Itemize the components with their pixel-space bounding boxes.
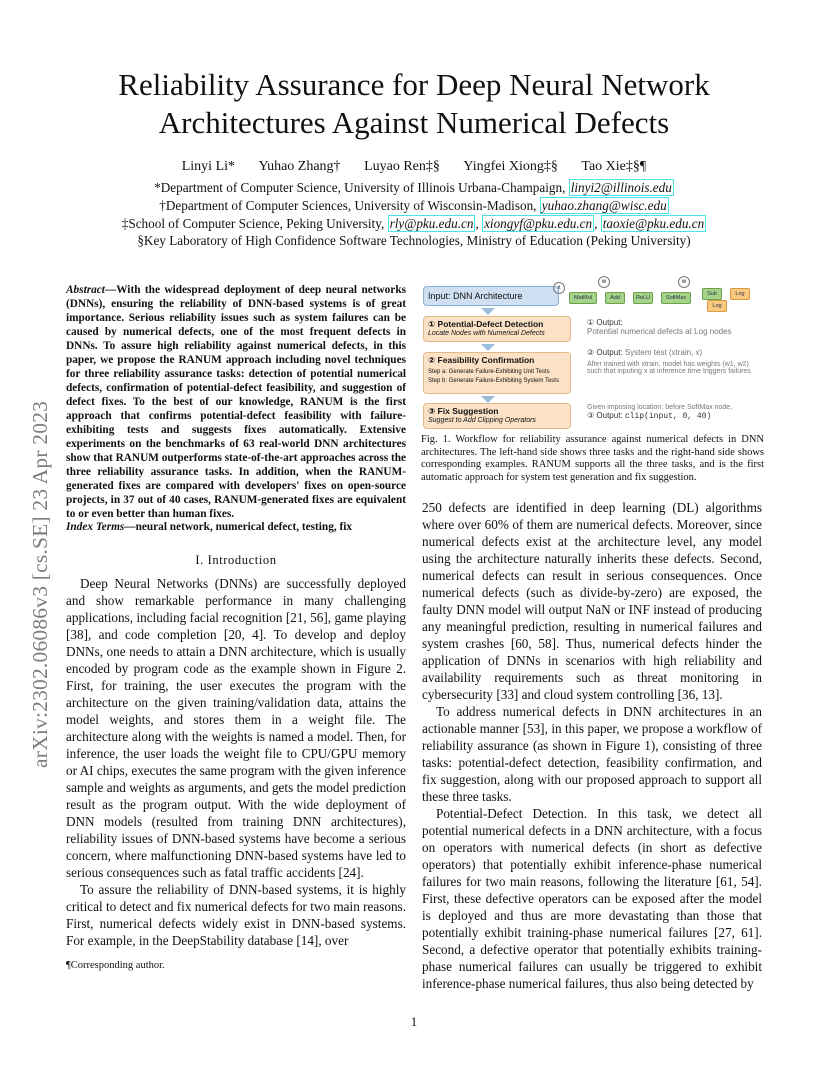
section-heading: I. Introduction — [195, 553, 277, 567]
arxiv-identifier[interactable]: arXiv:2302.06086v3 [cs.SE] 23 Apr 2023 — [28, 400, 52, 768]
step-feasibility-confirmation — [423, 352, 571, 394]
output-detail: Given imposing location: before SoftMax node, — [587, 404, 733, 411]
index-terms — [66, 520, 406, 534]
email-link[interactable]: yuhao.zhang@wisc.edu — [541, 198, 667, 213]
graph-node: MatMul — [569, 292, 597, 304]
index-terms-heading: Index Terms — [66, 521, 125, 533]
abstract — [66, 283, 406, 521]
output-detail: After trained with xtrain, model has weights (w1, w2) such that inputing x at inference time triggers failures — [587, 361, 751, 375]
output-label: ① Output: — [587, 318, 623, 327]
step-title: ② Feasibility Confirmation — [428, 355, 535, 365]
paragraph: To address numerical defects in DNN architectures in an actionable manner [53], in this paper, we propose a workflow of reliability assurance (as shown in Figure 1), consisting of three tasks: potential-defect detection, feasibility confirmation, and fix suggestion, along with our proposed approach to support all these three tasks. — [422, 704, 762, 804]
output-text: Potential numerical defects at Log nodes — [587, 327, 732, 336]
output-2 — [587, 348, 762, 375]
affiliation — [40, 198, 788, 214]
graph-node: Sub — [702, 288, 722, 300]
affiliation-text: *Department of Computer Science, University of Illinois Urbana-Champaign, — [154, 180, 569, 195]
footnote: ¶Corresponding author. — [66, 960, 165, 971]
figure-input-box — [423, 286, 559, 306]
graph-node-defect: Log — [707, 300, 727, 312]
author: Tao Xie‡§¶ — [581, 159, 647, 174]
output-1 — [587, 318, 762, 336]
paragraph: 250 defects are identified in deep learning (DL) algorithms where over 60% of them are numerical defects. Moreover, since numerical defects exist at the architecture level, any model using the architecture naturally inherits these defects. Second, numerical defects can result in serious consequences. Once numerical defects (such as divide-by-zero) are exposed, the faulty DNN model will output NaN or INF instead of producing any meaningful prediction, resulting in numerical failures and system crashes [60, 58]. Thus, numerical defects hinder the application of DNNs in scenarios with high reliability and availability requirements such as threat monitoring in cybersecurity [33] and cloud system controlling [36, 13]. — [422, 500, 762, 702]
output-code: clip(input, 0, 40) — [624, 412, 712, 421]
author: Yuhao Zhang† — [258, 159, 341, 174]
step-detail: Step a: Generate Failure-Exhibiting Unit Tests — [428, 369, 550, 375]
page-number: 1 — [410, 1014, 418, 1029]
graph-node-defect: Log — [730, 288, 750, 300]
down-arrow-icon — [481, 344, 495, 351]
step-potential-defect-detection — [423, 316, 571, 342]
marker-icon: x — [553, 282, 565, 294]
figure-input-label: Input — [428, 291, 449, 301]
right-column-body — [422, 499, 762, 992]
weight-marker-icon: w — [598, 276, 610, 288]
abstract-text: —With the widespread deployment of deep neural networks (DNNs), ensuring the reliability of DNN-based systems is of great importance. Serious reliability issues such as system failures can be caused by numerical defects, one of the most frequent defects in DNNs. To assure high reliability against numerical defects, in this paper, we propose the RANUM approach including novel techniques for three reliability assurance tasks: detection of potential numerical defects, confirmation of potential-defect feasibility, and suggestion of defect fixes. To the best of our knowledge, RANUM is the first approach that confirms potential-defect feasibility with failure-exhibiting tests and suggests fixes automatically. Extensive experiments on the benchmarks of 63 real-world DNN architectures show that RANUM outperforms state-of-the-art approaches across the three reliability assurance tasks. In addition, when the RANUM-generated fixes are compared with developers' fixes on open-source projects, in 37 out of 40 cases, RANUM-generated fixes are equivalent to or even better than human fixes. — [66, 284, 407, 520]
author: Linyi Li* — [181, 159, 236, 174]
email-link[interactable]: xiongyf@pku.edu.cn — [484, 216, 593, 231]
author-list — [40, 159, 788, 175]
paper-title: Reliability Assurance for Deep Neural Network Architectures Against Numerical Defects — [118, 67, 710, 140]
index-terms-text: —neural network, numerical defect, testing, fix — [124, 521, 353, 533]
output-label: ③ Output: — [587, 411, 623, 420]
figure-caption: Fig. 1. Workflow for reliability assurance against numerical defects in DNN architectures. The left-hand side shows three tasks and the right-hand side shows corresponding examples. RANUM supports all the three tasks, and is the first automatic approach for system test generation and fix suggestion. — [421, 434, 764, 483]
down-arrow-icon — [481, 308, 495, 315]
down-arrow-icon — [481, 396, 495, 403]
paragraph: To assure the reliability of DNN-based systems, it is highly critical to detect and fix numerical defects for two main reasons. First, numerical defects widely exist in DNN-based systems. For example, in the DeepStability database [14], over — [66, 882, 406, 948]
graph-node: SoftMax — [661, 292, 691, 304]
step-fix-suggestion — [423, 403, 571, 429]
step-title: ③ Fix Suggestion — [428, 406, 499, 416]
graph-node: Add — [605, 292, 625, 304]
paragraph: Potential-Defect Detection. In this task, we detect all potential numerical defects in a DNN architecture, with a focus on operators with numerical defects (in short as defective operators) that potentially exhibit inference-phase numerical failures for two main reasons, following the literature [61, 54]. First, these defective operators can be exposed after the model is deployed and thus are more devastating than those that potentially exhibit training-phase numerical failures [27, 61]. Second, a defective operator that potentially exhibits training-phase numerical failures can usually be triggered to exhibit inference-phase numerical failures, thus also being detected by — [422, 806, 762, 991]
weight-marker-icon: w — [678, 276, 690, 288]
affiliation-text: ‡School of Computer Science, Peking University, — [121, 216, 388, 231]
step-detail: Step b: Generate Failure-Exhibiting System Tests — [428, 378, 559, 384]
workflow-figure — [421, 279, 764, 429]
step-subtitle: Suggest to Add Clipping Operators — [428, 417, 536, 424]
figure-input-text: : DNN Architecture — [448, 291, 523, 301]
output-text: System test (xtrain, x) — [624, 348, 703, 357]
graph-node: ReLU — [633, 292, 653, 304]
step-subtitle: Locate Nodes with Numerical Defects — [428, 330, 545, 337]
abstract-heading: Abstract — [66, 284, 105, 296]
affiliation-text: §Key Laboratory of High Confidence Software Technologies, Ministry of Education (Peking University) — [137, 233, 691, 248]
author: Yingfei Xiong‡§ — [463, 159, 558, 174]
output-label: ② Output: — [587, 348, 623, 357]
affiliation — [40, 180, 788, 196]
email-link[interactable]: linyi2@illinois.edu — [570, 180, 672, 195]
left-column-body — [66, 575, 406, 949]
output-3 — [587, 404, 762, 421]
affiliation: ‡School of Computer Science, Peking University, rly@pku.edu.cn , xiongyf@pku.edu.cn , taoxie@pku.edu.cn — [121, 216, 705, 231]
email-link[interactable]: taoxie@pku.edu.cn — [602, 216, 705, 231]
author: Luyao Ren‡§ — [364, 159, 440, 174]
affiliation — [40, 233, 788, 249]
step-title: ① Potential-Defect Detection — [428, 319, 544, 329]
email-link[interactable]: rly@pku.edu.cn — [389, 216, 474, 231]
paragraph: Deep Neural Networks (DNNs) are successfully deployed and show remarkable performance in many challenging applications, including facial recognition [21, 56], game playing [38], and code completion [20, 4]. To develop and deploy DNNs, one needs to attain a DNN architecture, which is usually encoded by program code as the example shown in Figure 2. First, for training, the user executes the program with the architecture on the given training/validation data, attains the model weights, and stores them in a weight file. The architecture along with the weights is named a model. Then, for inference, the user loads the weight file to CPU/GPU memory or AI chips, executes the same program with the given inference sample and weights as arguments, and gets the model prediction result as the program output. With the wide deployment of DNN models (resulted from training DNN architectures), reliability issues of DNN-based systems have become a serious concern, where malfunctioning DNN-based systems have led to serious consequences such as fatal traffic accidents [24]. — [66, 576, 406, 880]
affiliation-text: †Department of Computer Sciences, University of Wisconsin-Madison, — [159, 198, 540, 213]
